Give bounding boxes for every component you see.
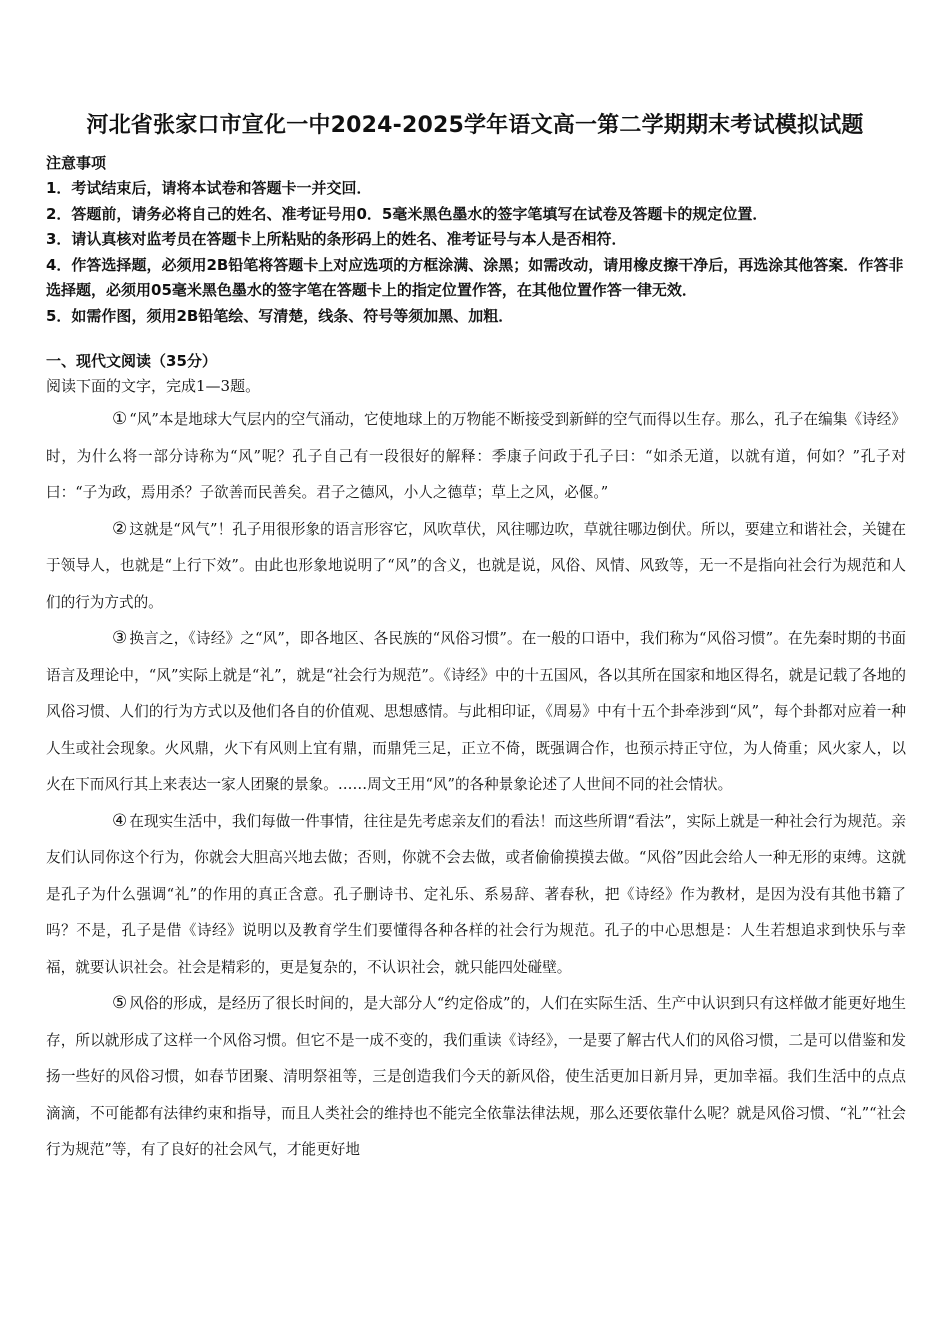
reading-passage: [46, 402, 906, 1169]
section-instruction: 阅读下面的文字，完成1—3题。: [46, 377, 261, 395]
passage-paragraph: [46, 804, 906, 987]
notice-item: 2．答题前，请务必将自己的姓名、准考证号用0．5毫米黑色墨水的签字笔填写在试卷及答题卡的规定位置．: [46, 204, 768, 223]
notice-item: 1．考试结束后，请将本试卷和答题卡一并交回．: [46, 179, 372, 197]
paragraph-text: 风俗的形成，是经历了很长时间的，是大部分人“约定俗成”的，人们在实际生活、生产中认识到只有这样做才能更好地生存，所以就形成了这样一个风俗习惯。但它不是一成不变的，我们重读《诗经》，一是要了解古代人们的风俗习惯，二是可以借鉴和发扬一些好的风俗习惯，如春节团聚、清明祭祖等，三是创造我们今天的新风俗，使生活更加日新月异，更加幸福。我们生活中的点点滴滴，不可能都有法律约束和指导，而且人类社会的维持也不能完全依靠法律法规，那么还要依靠什么呢？就是风俗习惯、“礼”“社会行为规范”等，有了良好的社会风气，才能更好地: [46, 995, 906, 1158]
paragraph-number: ①: [112, 409, 128, 429]
exam-title: 河北省张家口市宣化一中2024-2025学年语文高一第二学期期末考试模拟试题: [86, 113, 864, 138]
notice-item: 4．作答选择题，必须用2B铅笔将答题卡上对应选项的方框涂满、涂黑；如需改动，请用橡皮擦干净后，再选涂其他答案．作答非选择题，必须用05毫米黑色墨水的签字笔在答题卡上的指定位置作答，在其他位置作答一律无效．: [46, 255, 904, 299]
passage-paragraph: [46, 512, 906, 622]
notice-list: [46, 176, 906, 329]
notice-item: 3．请认真核对监考员在答题卡上所粘贴的条形码上的姓名、准考证号与本人是否相符．: [46, 230, 627, 248]
paragraph-text: 在现实生活中，我们每做一件事情，往往是先考虑亲友们的看法！而这些所谓“看法”，实际上就是一种社会行为规范。亲友们认同你这个行为，你就会大胆高兴地去做；否则，你就不会去做，或者偷偷摸摸去做。“风俗”因此会给人一种无形的束缚。这就是孔子为什么强调“礼”的作用的真正含意。孔子删诗书、定礼乐、系易辞、著春秋，把《诗经》作为教材，是因为没有其他书籍了吗？不是，孔子是借《诗经》说明以及教育学生们要懂得各种各样的社会行为规范。孔子的中心思想是：人生若想追求到快乐与幸福，就要认识社会。社会是精彩的，更是复杂的，不认识社会，就只能四处碰壁。: [46, 812, 906, 976]
paragraph-text: “风”本是地球大气层内的空气涌动，它使地球上的万物能不断接受到新鲜的空气而得以生存。那么，孔子在编集《诗经》时，为什么将一部分诗称为“风”呢？孔子自己有一段很好的解释：季康子问政于孔子曰：“如杀无道，以就有道，何如？”孔子对曰：“子为政，焉用杀？子欲善而民善矣。君子之德风，小人之德草；草上之风，必偃。”: [46, 411, 906, 501]
section-heading: 一、现代文阅读（35分）: [46, 352, 217, 370]
notice-item: 5．如需作图，须用2B铅笔绘、写清楚，线条、符号等须加黑、加粗．: [46, 306, 514, 325]
paragraph-number: ②: [112, 518, 128, 539]
paragraph-text: 换言之，《诗经》之“风”，即各地区、各民族的“风俗习惯”。在一般的口语中，我们称为“风俗习惯”。在先秦时期的书面语言及理论中，“风”实际上就是“礼”，就是“社会行为规范”。《诗经》中的十五国风，各以其所在国家和地区得名，就是记载了各地的风俗习惯、人们的行为方式以及他们各自的价值观、思想感情。与此相印证，《周易》中有十五个卦牵涉到“风”，每个卦都对应着一种人生或社会现象。火风鼎，火下有风则上宜有鼎，而鼎凭三足，正立不倚，既强调合作，也预示持正守位，为人倚重；风火家人，以火在下而风行其上来表达一家人团聚的景象。……周文王用“风”的各种景象论述了人世间不同的社会情状。: [46, 630, 906, 793]
notice-heading: 注意事项: [46, 154, 107, 172]
passage-paragraph: [46, 402, 906, 512]
passage-paragraph: [46, 986, 906, 1169]
paragraph-number: ⑤: [112, 993, 128, 1013]
paragraph-number: ④: [112, 810, 128, 831]
paragraph-number: ③: [112, 628, 128, 648]
paragraph-text: 这就是“风气”！孔子用很形象的语言形容它，风吹草伏，风往哪边吹，草就往哪边倒伏。所以，要建立和谐社会，关键在于领导人，也就是“上行下效”。由此也形象地说明了“风”的含义，也就是说，风俗、风情、风致等，无一不是指向社会行为规范和人们的行为方式的。: [46, 520, 906, 611]
passage-paragraph: [46, 621, 906, 804]
